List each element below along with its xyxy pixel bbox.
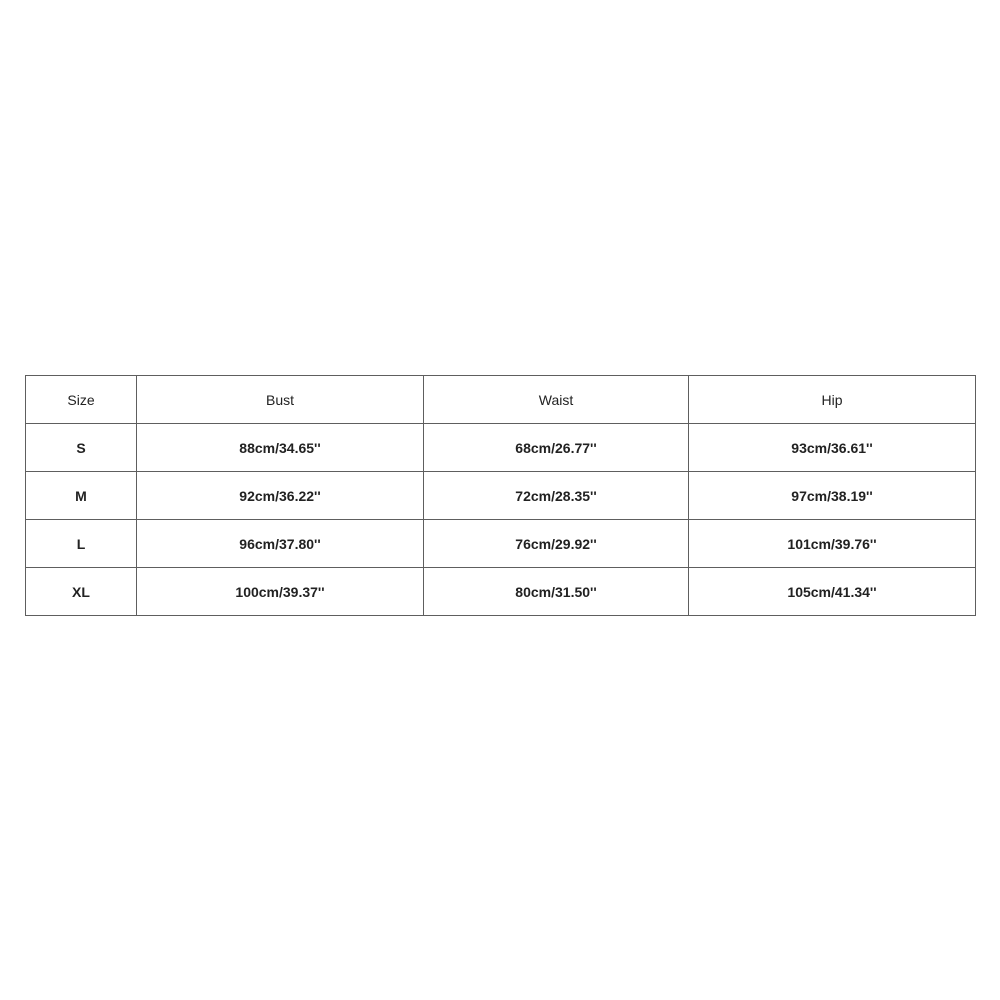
header-size: Size [26,376,137,424]
waist-cell: 68cm/26.77'' [424,424,689,472]
bust-cell: 96cm/37.80'' [137,520,424,568]
waist-cell: 76cm/29.92'' [424,520,689,568]
size-cell: L [26,520,137,568]
size-cell: XL [26,568,137,616]
bust-cell: 100cm/39.37'' [137,568,424,616]
bust-cell: 92cm/36.22'' [137,472,424,520]
header-hip: Hip [689,376,976,424]
hip-cell: 101cm/39.76'' [689,520,976,568]
hip-cell: 93cm/36.61'' [689,424,976,472]
header-bust: Bust [137,376,424,424]
table-row [26,424,976,472]
size-cell: M [26,472,137,520]
table-row [26,568,976,616]
table-header-row [26,376,976,424]
hip-cell: 97cm/38.19'' [689,472,976,520]
table-row [26,520,976,568]
waist-cell: 72cm/28.35'' [424,472,689,520]
hip-cell: 105cm/41.34'' [689,568,976,616]
bust-cell: 88cm/34.65'' [137,424,424,472]
size-chart-table [25,375,976,616]
table-row [26,472,976,520]
size-cell: S [26,424,137,472]
header-waist: Waist [424,376,689,424]
waist-cell: 80cm/31.50'' [424,568,689,616]
